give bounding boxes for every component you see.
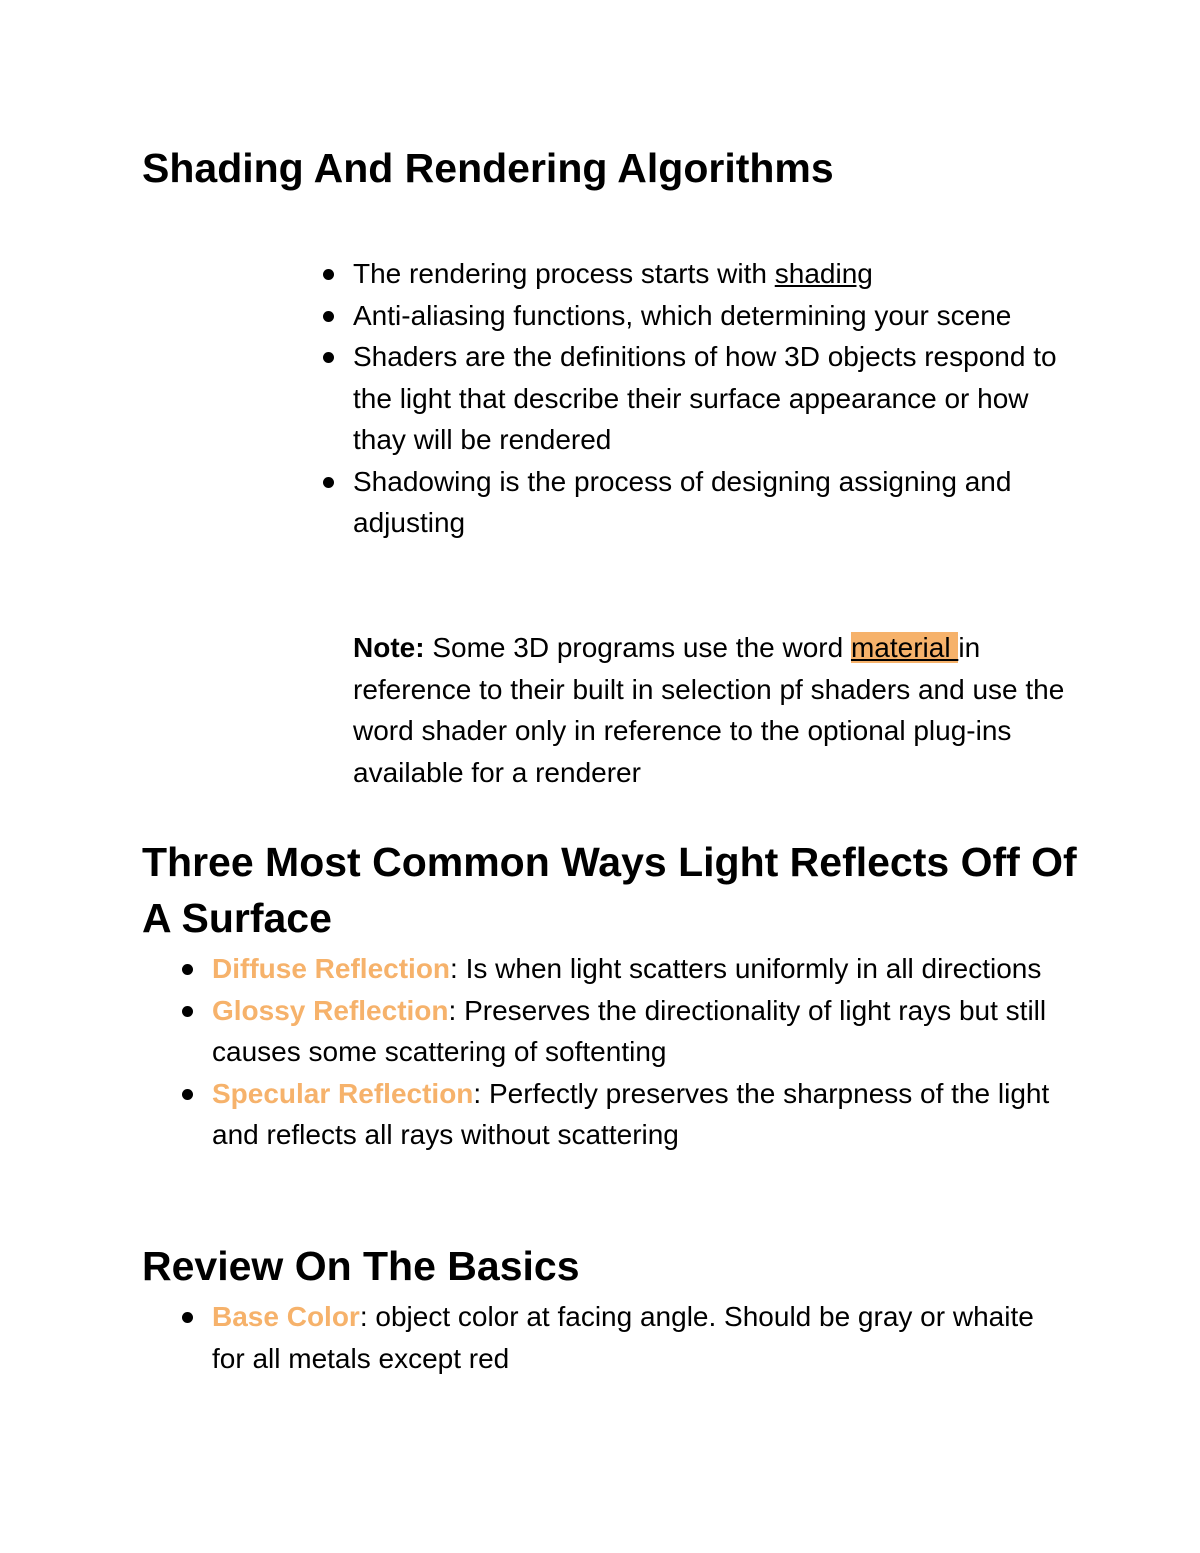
note-text-after: in reference to their built in selection pf shaders and use the word shader only in reference to the optional plug-ins available for a renderer (353, 632, 1065, 788)
page-title: Shading And Rendering Algorithms (142, 145, 834, 191)
list-item (212, 1296, 1062, 1379)
term-specular-reflection: Specular Reflection (212, 1077, 474, 1109)
term-base-color: Base Color (212, 1301, 360, 1332)
reflection-bullet-list (212, 948, 1062, 1156)
list-item (212, 948, 1062, 990)
note-text-before: Some 3D programs use the word (424, 632, 851, 663)
list-item: Anti-aliasing functions, which determining your scene (353, 295, 1063, 337)
term-diffuse-reflection: Diffuse Reflection (212, 953, 451, 984)
list-item (212, 990, 1062, 1073)
list-item: Shadowing is the process of designing assigning and adjusting (353, 461, 1063, 544)
list-item-text: The rendering process starts with (353, 258, 775, 289)
shading-link[interactable]: shading (774, 258, 873, 289)
term-description: : object color at facing angle. Should be gray or whaite for all metals except red (212, 1301, 1034, 1374)
highlighted-word-material[interactable]: material (850, 632, 959, 663)
intro-bullet-list (353, 253, 1063, 544)
term-description: : Preserves the directionality of light rays but still causes some scattering of softenting (212, 994, 1047, 1067)
review-bullet-list (212, 1296, 1062, 1379)
section-heading-reflection: Three Most Common Ways Light Reflects Off Of A Surface (142, 839, 1077, 941)
list-item (353, 253, 1063, 295)
section-heading-review: Review On The Basics (142, 1243, 580, 1289)
list-item: Shaders are the definitions of how 3D objects respond to the light that describe their surface appearance or how thay will be rendered (353, 336, 1063, 461)
list-item (212, 1073, 1062, 1156)
term-glossy-reflection: Glossy Reflection (212, 994, 449, 1026)
term-description: : Perfectly preserves the sharpness of the light and reflects all rays without scattering (212, 1077, 1050, 1150)
note-label: Note: (353, 632, 425, 663)
note-paragraph (353, 627, 1073, 793)
term-description: : Is when light scatters uniformly in all directions (450, 953, 1042, 984)
